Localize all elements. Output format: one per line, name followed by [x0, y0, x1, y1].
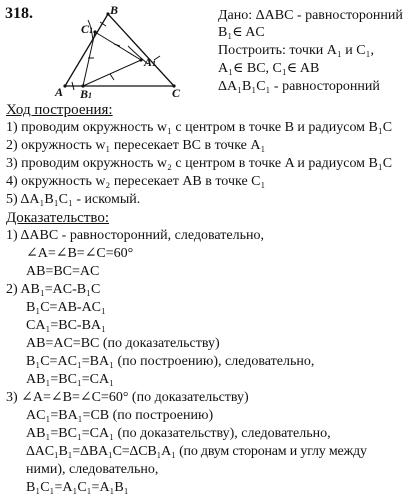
proof-line: AC₁=BA₁=CB (по построению) — [26, 408, 214, 423]
given-line-1: Дано: ΔABC - равносторонний — [218, 8, 403, 23]
given-line-4: A₁∈ BC, C₁∈ AB — [218, 61, 320, 76]
label-b: B — [110, 3, 119, 17]
construction-step: 3) проводим окружность w₂ с центром в точке A и радиусом B₁C — [6, 156, 393, 171]
proof-line: AB₁=BC₁=CA₁ — [26, 372, 115, 387]
proof-line: ∠A=∠B=∠C=60° — [26, 246, 134, 261]
proof-line: ними), следовательно, — [26, 462, 159, 477]
proof-line: B₁C₁=A₁C₁=A₁B₁ — [26, 480, 129, 495]
construction-step: 5) ΔA₁B₁C₁ - искомый. — [6, 192, 141, 207]
proof-line: 1) ΔABC - равносторонний, следовательно, — [6, 228, 264, 243]
proof-line: 2) AB₁=AC-B₁C — [6, 282, 101, 297]
proof-line: 3) ∠A=∠B=∠C=60° (по доказательству) — [6, 390, 249, 405]
given-line-3: Построить: точки A₁ и C₁, — [218, 43, 374, 58]
proof-line: AB=AC=BC (по доказательству) — [26, 336, 220, 351]
label-a1: A1 — [144, 55, 157, 69]
label-a: A — [55, 85, 64, 98]
proof-heading: Доказательство: — [6, 210, 110, 226]
label-b1: B1 — [80, 87, 93, 98]
given-line-5: ΔA₁B₁C₁ - равносторонний — [218, 79, 380, 94]
construction-heading: Ход построения: — [6, 102, 113, 118]
construction-step: 4) окружность w₂ пересекает AB в точке C₁ — [6, 174, 266, 189]
problem-number: 318. — [5, 5, 33, 22]
proof-line: B₁C=AC₁=BA₁ (по построению), следовательно, — [26, 354, 315, 369]
proof-line: ΔAC₁B₁=ΔBA₁C=ΔCB₁A₁ (по двум сторонам и углу между — [26, 444, 367, 459]
label-c: C — [172, 86, 181, 98]
proof-line: B₁C=AB-AC₁ — [26, 300, 106, 315]
triangle-figure — [50, 2, 215, 98]
label-c1: C1 — [81, 22, 94, 36]
given-line-2: B₁∈ AC — [218, 25, 265, 40]
construction-step: 2) окружность w₁ пересекает BC в точке A₁ — [6, 138, 266, 153]
construction-step: 1) проводим окружность w₁ с центром в точке B и радиусом B₁C — [6, 120, 393, 135]
proof-line: AB₁=BC₁=CA₁ (по доказательству), следовательно, — [26, 426, 331, 441]
proof-line: CA₁=BC-BA₁ — [26, 318, 106, 333]
proof-line: AB=BC=AC — [26, 264, 100, 279]
